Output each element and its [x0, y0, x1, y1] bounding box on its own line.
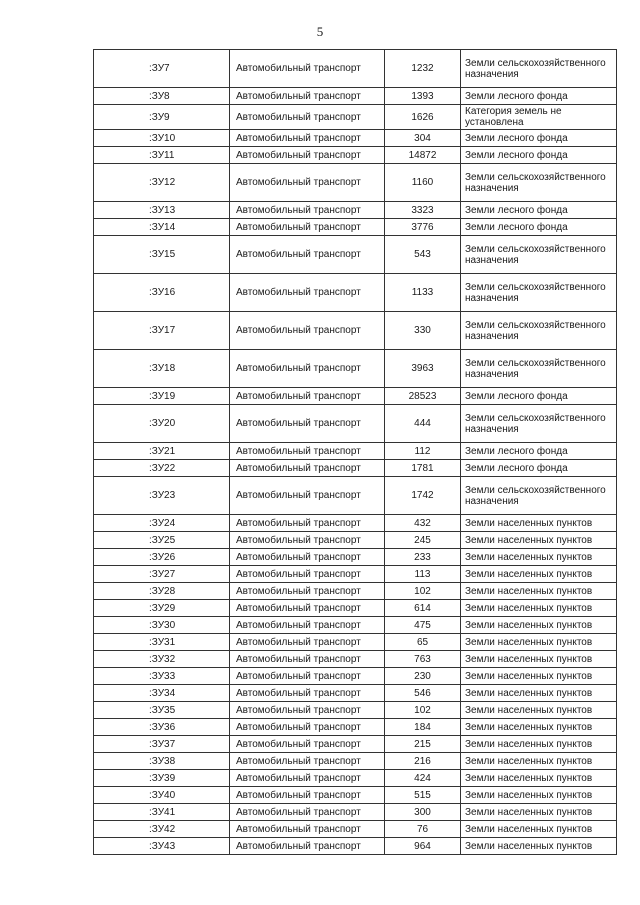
plot-code-cell: :ЗУ25 [94, 532, 230, 549]
plot-code-cell: :ЗУ19 [94, 388, 230, 405]
land-category-cell: Земли населенных пунктов [461, 685, 617, 702]
area-cell: 230 [385, 668, 461, 685]
land-category-cell: Земли населенных пунктов [461, 838, 617, 855]
plot-code-cell: :ЗУ14 [94, 219, 230, 236]
permitted-use-cell: Автомобильный транспорт [230, 50, 385, 88]
plot-code-cell: :ЗУ13 [94, 202, 230, 219]
plot-code-cell: :ЗУ8 [94, 88, 230, 105]
land-category-cell: Земли населенных пунктов [461, 549, 617, 566]
table-row [94, 787, 617, 804]
land-category-cell: Земли лесного фонда [461, 147, 617, 164]
table-row [94, 274, 617, 312]
area-cell: 424 [385, 770, 461, 787]
land-category-cell: Земли населенных пунктов [461, 583, 617, 600]
area-cell: 1393 [385, 88, 461, 105]
plot-code-cell: :ЗУ33 [94, 668, 230, 685]
table-row [94, 130, 617, 147]
permitted-use-cell: Автомобильный транспорт [230, 236, 385, 274]
permitted-use-cell: Автомобильный транспорт [230, 600, 385, 617]
table-row [94, 105, 617, 130]
plot-code-cell: :ЗУ27 [94, 566, 230, 583]
permitted-use-cell: Автомобильный транспорт [230, 787, 385, 804]
area-cell: 444 [385, 405, 461, 443]
table-row [94, 821, 617, 838]
land-category-cell: Земли населенных пунктов [461, 821, 617, 838]
area-cell: 300 [385, 804, 461, 821]
permitted-use-cell: Автомобильный транспорт [230, 702, 385, 719]
area-cell: 14872 [385, 147, 461, 164]
permitted-use-cell: Автомобильный транспорт [230, 164, 385, 202]
area-cell: 330 [385, 312, 461, 350]
land-category-cell: Земли населенных пунктов [461, 736, 617, 753]
plot-code-cell: :ЗУ43 [94, 838, 230, 855]
table-row [94, 312, 617, 350]
land-category-cell: Земли сельскохозяйственного назначения [461, 312, 617, 350]
table-row [94, 736, 617, 753]
area-cell: 614 [385, 600, 461, 617]
table-row [94, 838, 617, 855]
area-cell: 304 [385, 130, 461, 147]
area-cell: 3963 [385, 350, 461, 388]
plot-code-cell: :ЗУ17 [94, 312, 230, 350]
area-cell: 65 [385, 634, 461, 651]
area-cell: 76 [385, 821, 461, 838]
plot-code-cell: :ЗУ20 [94, 405, 230, 443]
plot-code-cell: :ЗУ21 [94, 443, 230, 460]
plot-code-cell: :ЗУ11 [94, 147, 230, 164]
permitted-use-cell: Автомобильный транспорт [230, 350, 385, 388]
area-cell: 432 [385, 515, 461, 532]
land-category-cell: Земли населенных пунктов [461, 617, 617, 634]
table-row [94, 147, 617, 164]
permitted-use-cell: Автомобильный транспорт [230, 566, 385, 583]
area-cell: 215 [385, 736, 461, 753]
land-category-cell: Земли лесного фонда [461, 219, 617, 236]
table-row [94, 88, 617, 105]
permitted-use-cell: Автомобильный транспорт [230, 719, 385, 736]
table-row [94, 651, 617, 668]
land-category-cell: Земли лесного фонда [461, 130, 617, 147]
permitted-use-cell: Автомобильный транспорт [230, 532, 385, 549]
plot-code-cell: :ЗУ36 [94, 719, 230, 736]
land-category-cell: Земли населенных пунктов [461, 787, 617, 804]
plot-code-cell: :ЗУ34 [94, 685, 230, 702]
plot-code-cell: :ЗУ15 [94, 236, 230, 274]
area-cell: 1781 [385, 460, 461, 477]
table-row [94, 460, 617, 477]
permitted-use-cell: Автомобильный транспорт [230, 477, 385, 515]
area-cell: 1232 [385, 50, 461, 88]
table-row [94, 719, 617, 736]
plot-code-cell: :ЗУ38 [94, 753, 230, 770]
land-category-cell: Земли сельскохозяйственного назначения [461, 236, 617, 274]
table-row [94, 50, 617, 88]
table-row [94, 668, 617, 685]
land-category-cell: Земли лесного фонда [461, 202, 617, 219]
table-row [94, 549, 617, 566]
plot-code-cell: :ЗУ42 [94, 821, 230, 838]
area-cell: 102 [385, 583, 461, 600]
table-row [94, 583, 617, 600]
page-number: 5 [316, 24, 324, 39]
table-row [94, 405, 617, 443]
plot-code-cell: :ЗУ29 [94, 600, 230, 617]
permitted-use-cell: Автомобильный транспорт [230, 130, 385, 147]
plot-code-cell: :ЗУ12 [94, 164, 230, 202]
permitted-use-cell: Автомобильный транспорт [230, 443, 385, 460]
area-cell: 515 [385, 787, 461, 804]
area-cell: 1160 [385, 164, 461, 202]
land-category-cell: Земли населенных пунктов [461, 668, 617, 685]
permitted-use-cell: Автомобильный транспорт [230, 549, 385, 566]
plot-code-cell: :ЗУ22 [94, 460, 230, 477]
table-row [94, 770, 617, 787]
plot-code-cell: :ЗУ26 [94, 549, 230, 566]
table-row [94, 566, 617, 583]
land-category-cell: Земли сельскохозяйственного назначения [461, 405, 617, 443]
table-row [94, 753, 617, 770]
plot-code-cell: :ЗУ39 [94, 770, 230, 787]
plot-code-cell: :ЗУ37 [94, 736, 230, 753]
plot-code-cell: :ЗУ16 [94, 274, 230, 312]
permitted-use-cell: Автомобильный транспорт [230, 685, 385, 702]
land-category-cell: Земли сельскохозяйственного назначения [461, 164, 617, 202]
table-row [94, 219, 617, 236]
table-row [94, 515, 617, 532]
permitted-use-cell: Автомобильный транспорт [230, 583, 385, 600]
area-cell: 3776 [385, 219, 461, 236]
permitted-use-cell: Автомобильный транспорт [230, 736, 385, 753]
land-category-cell: Земли сельскохозяйственного назначения [461, 50, 617, 88]
table-row [94, 202, 617, 219]
plot-code-cell: :ЗУ40 [94, 787, 230, 804]
table-row [94, 804, 617, 821]
area-cell: 216 [385, 753, 461, 770]
land-category-cell: Земли населенных пунктов [461, 753, 617, 770]
land-category-cell: Земли населенных пунктов [461, 634, 617, 651]
area-cell: 546 [385, 685, 461, 702]
permitted-use-cell: Автомобильный транспорт [230, 804, 385, 821]
area-cell: 102 [385, 702, 461, 719]
permitted-use-cell: Автомобильный транспорт [230, 753, 385, 770]
table-row [94, 477, 617, 515]
area-cell: 543 [385, 236, 461, 274]
plot-code-cell: :ЗУ9 [94, 105, 230, 130]
area-cell: 1626 [385, 105, 461, 130]
permitted-use-cell: Автомобильный транспорт [230, 634, 385, 651]
permitted-use-cell: Автомобильный транспорт [230, 312, 385, 350]
table-row [94, 600, 617, 617]
area-cell: 475 [385, 617, 461, 634]
plot-code-cell: :ЗУ7 [94, 50, 230, 88]
table-row [94, 350, 617, 388]
plot-code-cell: :ЗУ10 [94, 130, 230, 147]
land-category-cell: Земли лесного фонда [461, 460, 617, 477]
area-cell: 964 [385, 838, 461, 855]
permitted-use-cell: Автомобильный транспорт [230, 147, 385, 164]
land-category-cell: Земли населенных пунктов [461, 804, 617, 821]
area-cell: 1133 [385, 274, 461, 312]
area-cell: 245 [385, 532, 461, 549]
permitted-use-cell: Автомобильный транспорт [230, 219, 385, 236]
permitted-use-cell: Автомобильный транспорт [230, 515, 385, 532]
table-row [94, 617, 617, 634]
land-plots-table [93, 49, 617, 855]
land-category-cell: Земли сельскохозяйственного назначения [461, 477, 617, 515]
plot-code-cell: :ЗУ31 [94, 634, 230, 651]
land-category-cell: Земли населенных пунктов [461, 566, 617, 583]
area-cell: 763 [385, 651, 461, 668]
land-category-cell: Земли сельскохозяйственного назначения [461, 274, 617, 312]
table-row [94, 388, 617, 405]
land-category-cell: Земли лесного фонда [461, 388, 617, 405]
plot-code-cell: :ЗУ30 [94, 617, 230, 634]
permitted-use-cell: Автомобильный транспорт [230, 88, 385, 105]
plot-code-cell: :ЗУ28 [94, 583, 230, 600]
permitted-use-cell: Автомобильный транспорт [230, 274, 385, 312]
area-cell: 233 [385, 549, 461, 566]
land-category-cell: Земли населенных пунктов [461, 770, 617, 787]
land-category-cell: Земли населенных пунктов [461, 702, 617, 719]
permitted-use-cell: Автомобильный транспорт [230, 460, 385, 477]
table-row [94, 443, 617, 460]
permitted-use-cell: Автомобильный транспорт [230, 388, 385, 405]
plot-code-cell: :ЗУ18 [94, 350, 230, 388]
plot-code-cell: :ЗУ32 [94, 651, 230, 668]
permitted-use-cell: Автомобильный транспорт [230, 202, 385, 219]
area-cell: 184 [385, 719, 461, 736]
table-row [94, 685, 617, 702]
area-cell: 28523 [385, 388, 461, 405]
table-body [94, 50, 617, 855]
land-category-cell: Земли лесного фонда [461, 88, 617, 105]
table-row [94, 164, 617, 202]
land-category-cell: Земли населенных пунктов [461, 515, 617, 532]
land-category-cell: Земли населенных пунктов [461, 651, 617, 668]
area-cell: 113 [385, 566, 461, 583]
plot-code-cell: :ЗУ23 [94, 477, 230, 515]
permitted-use-cell: Автомобильный транспорт [230, 821, 385, 838]
plot-code-cell: :ЗУ35 [94, 702, 230, 719]
plot-code-cell: :ЗУ24 [94, 515, 230, 532]
land-category-cell: Земли населенных пунктов [461, 600, 617, 617]
permitted-use-cell: Автомобильный транспорт [230, 617, 385, 634]
land-category-cell: Категория земель не установлена [461, 105, 617, 130]
permitted-use-cell: Автомобильный транспорт [230, 105, 385, 130]
land-category-cell: Земли сельскохозяйственного назначения [461, 350, 617, 388]
land-category-cell: Земли населенных пунктов [461, 719, 617, 736]
permitted-use-cell: Автомобильный транспорт [230, 651, 385, 668]
permitted-use-cell: Автомобильный транспорт [230, 838, 385, 855]
table-row [94, 236, 617, 274]
permitted-use-cell: Автомобильный транспорт [230, 770, 385, 787]
table-row [94, 532, 617, 549]
land-category-cell: Земли лесного фонда [461, 443, 617, 460]
plot-code-cell: :ЗУ41 [94, 804, 230, 821]
table-row [94, 702, 617, 719]
table-row [94, 634, 617, 651]
area-cell: 1742 [385, 477, 461, 515]
permitted-use-cell: Автомобильный транспорт [230, 668, 385, 685]
area-cell: 3323 [385, 202, 461, 219]
permitted-use-cell: Автомобильный транспорт [230, 405, 385, 443]
land-category-cell: Земли населенных пунктов [461, 532, 617, 549]
area-cell: 112 [385, 443, 461, 460]
